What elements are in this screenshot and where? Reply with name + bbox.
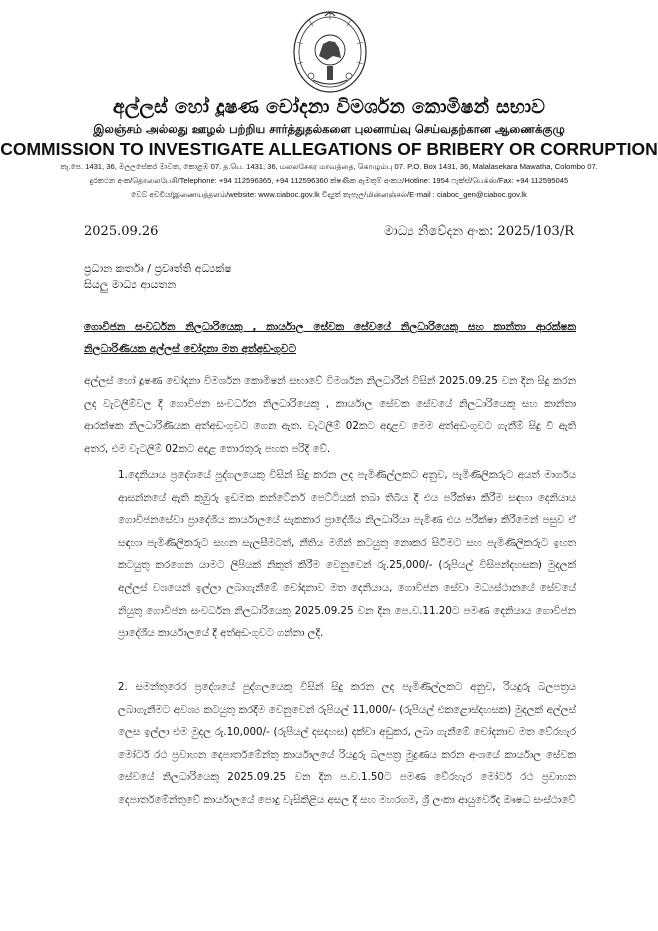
recipient-line-1: ප්‍රධාන කර්තෘ / ප්‍රවෘත්ති අධ්‍යක්ෂ <box>84 262 232 275</box>
org-name-sinhala: අල්ලස් හෝ දූෂණ චෝදනා විමර්ශන කොමිෂන් සභාව <box>112 96 546 118</box>
org-name-tamil: இலஞ்சம் அல்லது ஊழல் பற்றிய சார்த்துதல்களை புலனாய்வு செய்வதற்கான ஆணைக்குழு <box>93 122 565 136</box>
case-2-paragraph: 2. සමන්තුරෙර ප්‍රදේශයේ පුද්ගලයෙකු විසින් සිදු කරන ලද පැමිණිල්ලකට අනුව, රියදුරු බලපත්‍රය ලබාගැනීමට අවශ්‍ය කටයුතු කරදීම වෙනුවෙන් රුපියල් 11,000/- (රුපියල් එකළොස්දහසක) මුදලක් අල්ලස් ලෙස ඉල්ලා එම මුදල රු.10,000/- (රුපියල් දසදහස) දක්වා අඩුකර, ලබා ගැනීමේ චෝදනාව මත වේරහැර මෝටර් රථ ප්‍රවාහන දෙපාර්තමේන්තු කාර්යාලයේ රියදුරු බලපත්‍ර මුද්‍රණය කරන අංශයේ කාර්යාල සේවක සේවයේ නිලධාරියෙකු 2025.09.25 වන දින ප.ව.1.50ට පමණ වේරහැර මෝටර් රථ ප්‍රවාහන දෙපාර්තමේන්තුවේ කාර්යාලයේ පොදු වැසිකිළිය අසල දී සහ මහරගම, ශ්‍රී ලංකා ආයුර්වේද ඖෂධ සංස්ථාවේ <box>118 681 576 806</box>
release-reference <box>384 224 574 239</box>
intro-paragraph: අල්ලස් හෝ දූෂණ චෝදනා විමර්ශන කොමිෂන් සභාවේ විමර්ශන නිලධාරීන් විසින් 2025.09.25 වන දින සිදු කරන ලද වැටලීම්වල දී ගොවිජන සංවර්ධන නිලධාරියෙකු , කාර්යාල සේවක සේවයේ නිලධාරියෙකු සහ කාන්තා ආරක්ෂක නිලධාරිණියක අත්අඩංගුවට ගෙන ඇත. වැටලීම් 02කට අදාළව මෙම අත්අඩංගුවට ගැනීම් සිදු වී ඇති අතර, එම වැටලීම් 02කට අදාළ තොරතුරු පහත පරිදි වේ. <box>84 375 576 455</box>
release-date: 2025.09.26 <box>84 224 159 239</box>
postal-address: තැ.පෙ. 1431, 36, මලලසේකර මාවත, කොළඹ 07. த.பெ. 1431, 36, மலலசேகர மாவத்தை, கொழும்பு 07. P.O. Box 1431, 36, Malalasekara Mawatha, Colombo 07. <box>60 162 598 171</box>
reference-label: මාධ්‍ය නිවේදන අංක: <box>384 224 494 239</box>
contact-phones: දුරකථන අංක/தொலைபேசி/Telephone: +94 112596365, +94 112596360 ක්ෂණික ඇමතුම් අංකය/Hotline: 1954 ෆැක්ස්/பெக்ஸ்/Fax: +94 112595045 <box>89 176 569 185</box>
sri-lanka-national-emblem-icon <box>289 6 371 94</box>
release-subject-heading: ගොවිජන සංවර්ධන නිලධාරියෙකු , කාර්යාල සේවක සේවයේ නිලධාරියෙකු සහ කාන්තා ආරක්ෂක නිලධාරිණියක අල්ලස් චෝදනා මත අත්අඩංගුවට <box>84 321 576 355</box>
org-name-english: COMMISSION TO INVESTIGATE ALLEGATIONS OF BRIBERY OR CORRUPTION <box>0 139 658 159</box>
case-1-paragraph: 1.දෙනියාය ප්‍රදේශයේ පුද්ගලයෙකු විසින් සිදු කරන ලද පැමිණිල්ලකට අනුව, පැමිණිලිකරුට අයත් මාර්ගය ආසන්නයේ ඇති කුඹුරු ඉඩමක කන්ටේනර් පෙට්ටියක් තබා තිබීය දී එය පරීක්ෂා කිරීම සඳහා දෙනියාය ගොවිජනසේවා ප්‍රාදේශීය කාර්යාලයේ සැකකාර ප්‍රාදේශීය නිලධාරියා පැමිණ එය පරීක්ෂා කිරීමෙන් පසුව ඒ සඳහා පැමිණිලිකරුට සහන සැලසීමටත්, නීතිය මගින් කටයුතු නොකර සිටීමට සහ පැමිණිලිකරුට ඉහත කටයුතු කරගෙන යාමට ලිපියක් නිකුත් කිරීම වෙනුවෙන් රු.25,000/- (රුපියල් විසිපන්දහසක) මුදලක් අල්ලස් වශයෙන් ඉල්ලා ලබාගැනීමේ චෝදනාව මත දෙනියාය, ගොවිජන සේවා මධ්‍යස්ථානයේ සේවයේ නියුතු ගොවිජන සංවර්ධන නිලධාරියෙකු 2025.09.25 වන දින පෙ.ව.11.20ට පමණ දෙනියාය ගොවිජන ප්‍රාදේශීය කාර්යාලයේ දී අත්අඩංගුවට ගන්නා ලදී. <box>118 469 576 640</box>
web-email-line: වෙබ් අඩවිය/இணையத்தளம்/website: www.ciaboc.gov.lk විද්‍යුත් තැපෑල/மின்னஞ்சல்/E-mail : ciaboc_gen@ciaboc.gov.lk <box>131 190 527 199</box>
recipient-line-2: සියලු මාධ්‍ය ආයතන <box>84 278 177 291</box>
reference-number: 2025/103/R <box>497 224 574 239</box>
